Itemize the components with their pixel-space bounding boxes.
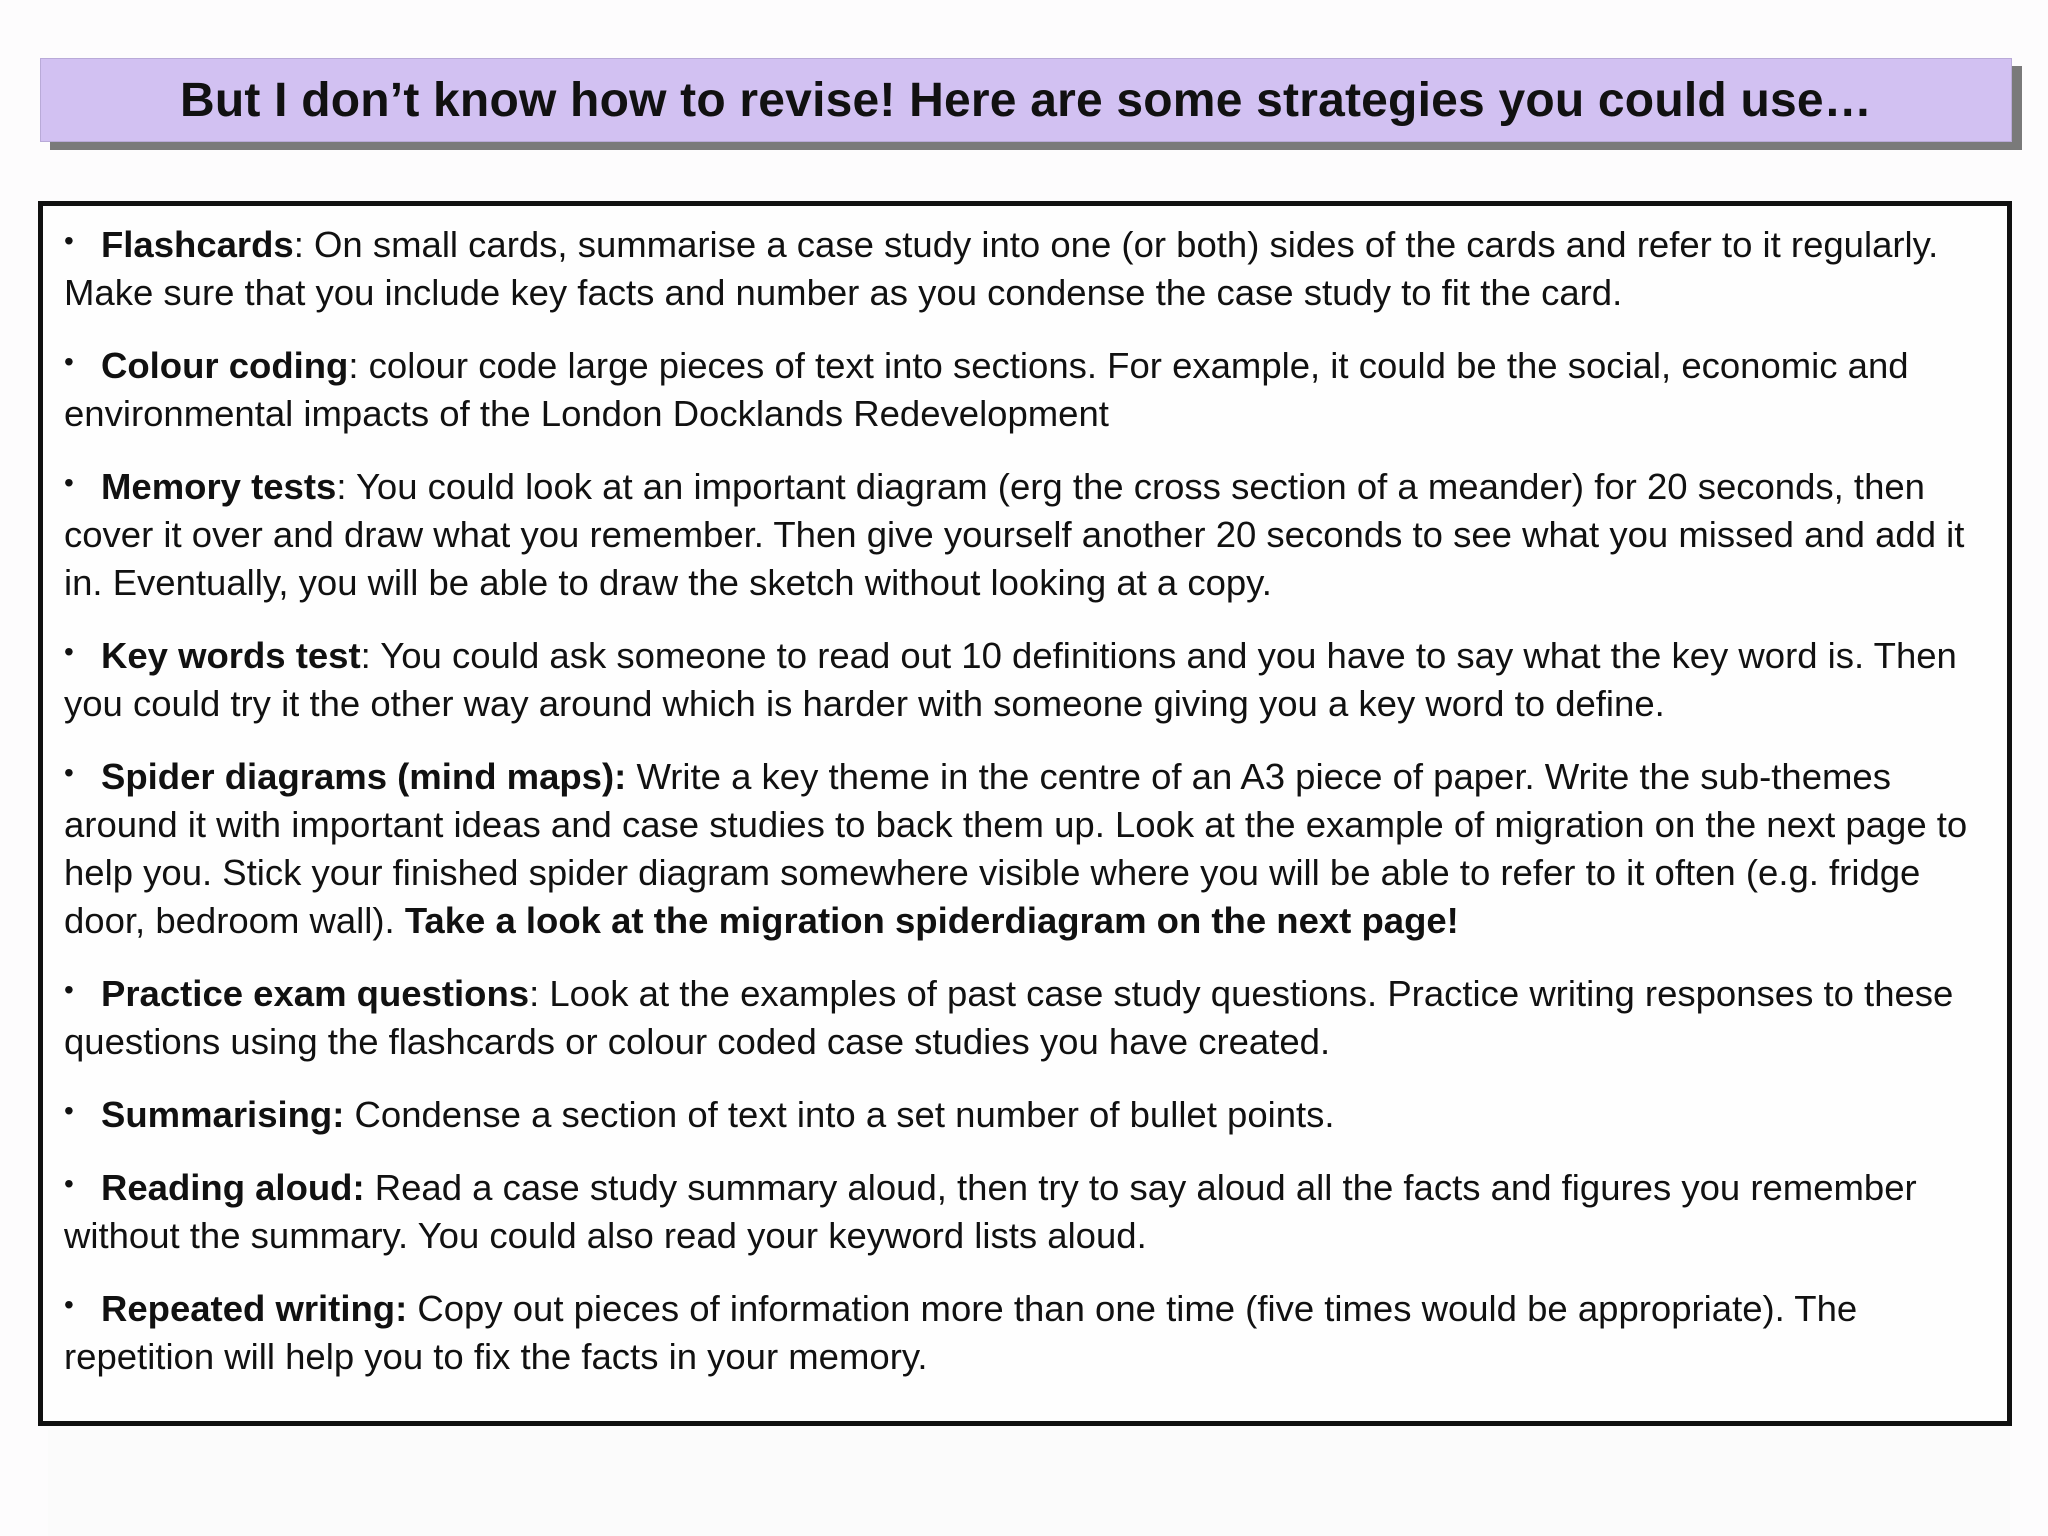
strategy-item-reading-aloud (64, 1164, 1989, 1260)
strategy-term: Summarising: (101, 1094, 345, 1135)
strategy-separator (626, 756, 636, 797)
strategy-term: Spider diagrams (mind maps): (101, 756, 627, 797)
strategies-box (38, 201, 2012, 1426)
page-title: But I don’t know how to revise! Here are some strategies you could use… (180, 73, 1872, 127)
bullet-icon: • (64, 467, 74, 498)
strategy-separator: : (360, 635, 381, 676)
strategy-text: Look at the examples of past case study questions. Practice writing responses to these questions using the flashcards or colour coded case studies you have created. (64, 973, 1954, 1062)
strategy-separator: : (529, 973, 550, 1014)
strategy-item-repeated-writing (64, 1285, 1989, 1381)
strategy-separator: : (348, 345, 369, 386)
strategy-term: Reading aloud: (101, 1167, 365, 1208)
strategy-separator: : (336, 466, 356, 507)
bullet-icon: • (64, 757, 74, 788)
bullet-icon: • (64, 346, 74, 377)
bullet-icon: • (64, 1168, 74, 1199)
bullet-icon: • (64, 974, 74, 1005)
strategy-text: Condense a section of text into a set number of bullet points. (354, 1094, 1335, 1135)
strategy-text: You could look at an important diagram (erg the cross section of a meander) for 20 seconds, then cover it over and draw what you remember. Then give yourself another 20 seconds to see what you missed and add it in. Eventually, you will be able to draw the sketch without looking at a copy. (64, 466, 1965, 603)
strategy-item-memory-tests (64, 463, 1989, 607)
bullet-icon: • (64, 1289, 74, 1320)
strategy-text: On small cards, summarise a case study into one (or both) sides of the cards and refer to it regularly. Make sure that you include key facts and number as you condense the case study to fit the card. (64, 224, 1939, 313)
strategy-term: Key words test (101, 635, 361, 676)
strategy-item-colour-coding (64, 342, 1989, 438)
strategy-separator (407, 1288, 417, 1329)
strategy-term: Colour coding (101, 345, 349, 386)
strategy-item-flashcards (64, 221, 1989, 317)
strategy-separator (365, 1167, 375, 1208)
title-banner (40, 58, 2012, 142)
strategy-term: Practice exam questions (101, 973, 530, 1014)
strategy-item-key-words-test (64, 632, 1989, 728)
strategy-item-summarising (64, 1091, 1989, 1139)
strategy-term: Memory tests (101, 466, 337, 507)
strategy-text: Write a key theme in the centre of an A3 piece of paper. Write the sub-themes around it with important ideas and case studies to back them up. Look at the example of migration on the next page to help you. Stick your finished spider diagram somewhere visible where you will be able to refer to it often (e.g. fridge door, bedroom wall). (64, 756, 1968, 941)
strategy-text: Read a case study summary aloud, then try to say aloud all the facts and figures you remember without the summary. You could also read your keyword lists aloud. (64, 1167, 1917, 1256)
bullet-icon: • (64, 1095, 74, 1126)
strategy-term: Repeated writing: (101, 1288, 408, 1329)
strategy-text: You could ask someone to read out 10 definitions and you have to say what the key word is. Then you could try it the other way around which is harder with someone giving you a key word to define. (64, 635, 1957, 724)
page-bottom-margin (48, 1430, 2010, 1536)
strategy-item-practice-exam-questions (64, 970, 1989, 1066)
strategy-emphasis-note: Take a look at the migration spiderdiagram on the next page! (404, 900, 1459, 941)
strategy-term: Flashcards (101, 224, 294, 265)
strategy-item-spider-diagrams (64, 753, 1989, 945)
strategy-separator (344, 1094, 354, 1135)
strategy-separator: : (293, 224, 315, 265)
bullet-icon: • (64, 636, 74, 667)
strategy-text: colour code large pieces of text into sections. For example, it could be the social, economic and environmental impacts of the London Docklands Redevelopment (64, 345, 1909, 434)
bullet-icon: • (64, 225, 74, 256)
strategy-text: Copy out pieces of information more than one time (five times would be appropriate). The repetition will help you to fix the facts in your memory. (64, 1288, 1858, 1377)
